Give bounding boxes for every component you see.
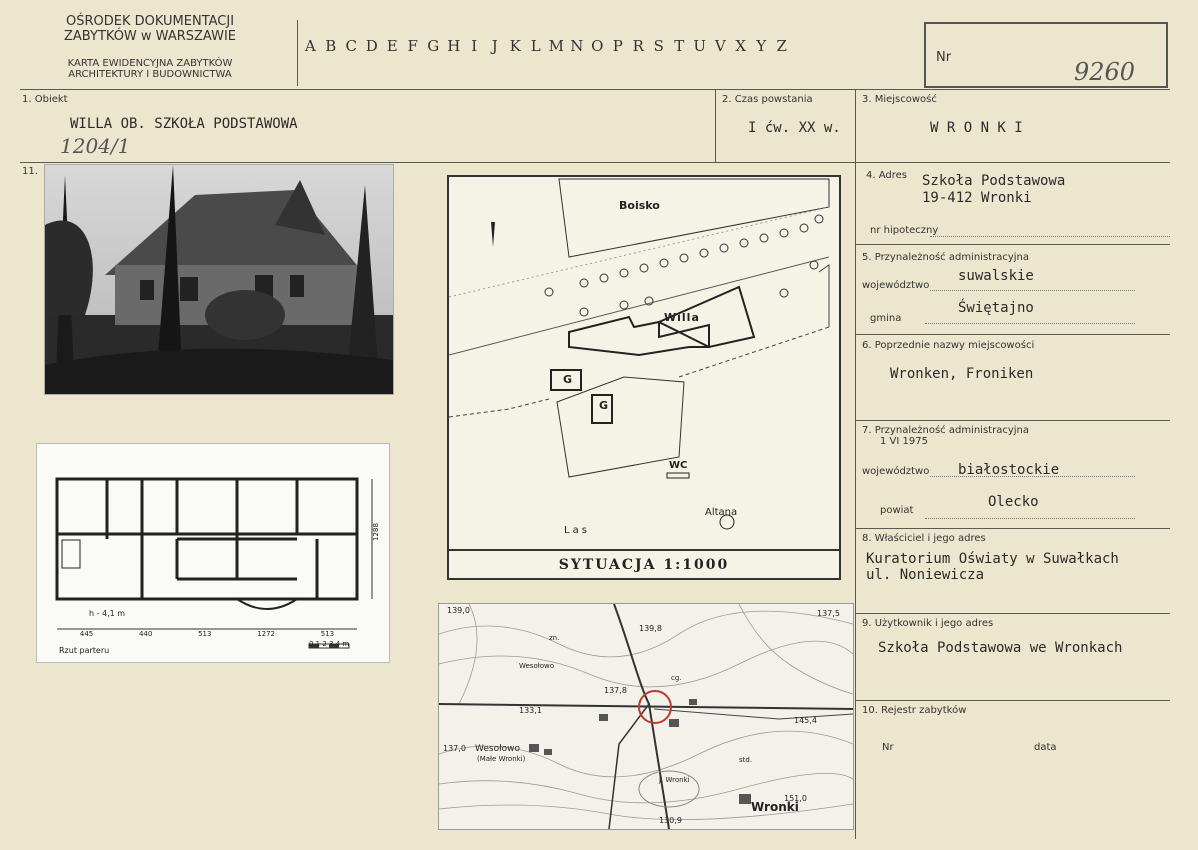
index-letter-h: H bbox=[447, 37, 461, 55]
index-letter-i: I bbox=[471, 37, 478, 55]
index-letter-j: J bbox=[491, 37, 498, 55]
index-letter-z: Z bbox=[776, 37, 787, 55]
index-letter-s: S bbox=[653, 37, 664, 55]
index-letter-p: P bbox=[612, 37, 623, 55]
gmina-value: Świętajno bbox=[958, 300, 1034, 316]
site-plan-garage-2: G bbox=[599, 399, 609, 412]
rejestr-label: 10. Rejestr zabytków bbox=[862, 705, 967, 716]
index-letter-m: M bbox=[548, 37, 564, 55]
map-label-1370: 137,0 bbox=[443, 744, 466, 753]
uzytkownik-value: Szkoła Podstawowa we Wronkach bbox=[878, 640, 1123, 656]
site-plan bbox=[447, 175, 841, 580]
przynaleznosc-1975-line2: 1 VI 1975 bbox=[880, 436, 928, 447]
index-letter-b: B bbox=[325, 37, 337, 55]
map-label-j-wronki: J. Wronki bbox=[659, 776, 690, 784]
przynaleznosc-1975-line1: 7. Przynależność administracyjna bbox=[862, 425, 1029, 436]
floor-plan-height: h - 4,1 m bbox=[89, 609, 126, 618]
topographic-map bbox=[438, 603, 854, 830]
map-label-1454: 145,4 bbox=[794, 716, 817, 725]
floor-plan-scale: 0 1 2 3 4 m bbox=[309, 640, 350, 648]
map-label-male-wronki: (Małe Wronki) bbox=[477, 755, 526, 763]
index-letter-x: X bbox=[735, 37, 747, 55]
map-label-1309: 130,9 bbox=[659, 816, 682, 825]
index-letter-k: K bbox=[509, 37, 521, 55]
map-label-1331: 133,1 bbox=[519, 706, 542, 715]
site-plan-willa: Willa bbox=[664, 311, 700, 324]
map-label-1390: 139,0 bbox=[447, 606, 470, 615]
nr-value: 9260 bbox=[1074, 58, 1136, 86]
uzytkownik-label: 9. Użytkownik i jego adres bbox=[862, 618, 994, 629]
czas-powstania-value: I ćw. XX w. bbox=[748, 120, 841, 136]
wojewodztwo-label: województwo bbox=[862, 280, 930, 291]
wlasciciel-line1: Kuratorium Oświaty w Suwałkach bbox=[866, 551, 1119, 567]
map-label-zn: zn. bbox=[549, 634, 560, 642]
card-title-line2: ARCHITEKTURY I BUDOWNICTWA bbox=[68, 69, 232, 80]
card-title-line1: KARTA EWIDENCYJNA ZABYTKÓW bbox=[67, 58, 233, 69]
nr-box bbox=[924, 22, 1168, 88]
institution-line1: OŚRODEK DOKUMENTACJI bbox=[65, 14, 235, 29]
index-letter-y: Y bbox=[756, 37, 767, 55]
nr-label: Nr bbox=[936, 50, 952, 65]
index-letter-d: D bbox=[365, 37, 378, 55]
wojewodztwo-1975-label: województwo bbox=[862, 466, 930, 477]
index-letter-l: L bbox=[530, 37, 541, 55]
wojewodztwo-1975-value: białostockie bbox=[958, 462, 1060, 478]
obiekt-value: WILLA OB. SZKOŁA PODSTAWOWA bbox=[70, 116, 298, 132]
map-label-1378: 137,8 bbox=[604, 686, 627, 695]
wlasciciel-label: 8. Właściciel i jego adres bbox=[862, 533, 986, 544]
site-plan-altana: Altana bbox=[705, 507, 738, 518]
floor-plan-dim: 440 bbox=[138, 630, 153, 638]
rejestr-nr-label: Nr bbox=[882, 742, 894, 753]
site-plan-wc: WC bbox=[669, 460, 688, 471]
map-label-wesolowo: Wesołowo bbox=[475, 744, 521, 754]
obiekt-label: 1. Obiekt bbox=[22, 94, 68, 105]
czas-powstania-label: 2. Czas powstania bbox=[722, 94, 813, 105]
index-letter-g: G bbox=[427, 37, 440, 55]
index-letter-u: U bbox=[693, 37, 707, 55]
index-letter-v: V bbox=[714, 37, 726, 55]
przynaleznosc-1975-label bbox=[862, 425, 1029, 447]
index-letter-f: F bbox=[407, 37, 418, 55]
floor-plan bbox=[36, 443, 390, 663]
poprzednie-nazwy-value: Wronken, Froniken bbox=[890, 366, 1034, 382]
map-label-1375: 137,5 bbox=[817, 609, 840, 618]
floor-plan-dim: 513 bbox=[320, 630, 335, 638]
index-letter-n: N bbox=[570, 37, 584, 55]
index-letter-t: T bbox=[674, 37, 685, 55]
przynaleznosc-label: 5. Przynależność administracyjna bbox=[862, 252, 1029, 263]
map-label-wesolowo-2: Wesołowo bbox=[519, 662, 555, 670]
floor-plan-dim: 1272 bbox=[257, 630, 276, 638]
index-letter-e: E bbox=[386, 37, 398, 55]
map-label-1510: 151,0 bbox=[784, 794, 807, 803]
card-title bbox=[20, 58, 280, 80]
wlasciciel-line2: ul. Noniewicza bbox=[866, 567, 985, 583]
site-plan-caption: SYTUACJA 1:1000 bbox=[558, 557, 730, 573]
wojewodztwo-value: suwalskie bbox=[958, 268, 1034, 284]
floor-plan-dim: 445 bbox=[79, 630, 94, 638]
nr-hipoteczny-label: nr hipoteczny bbox=[870, 225, 939, 236]
miejscowosc-label: 3. Miejscowość bbox=[862, 94, 937, 105]
institution-line2: ZABYTKÓW w WARSZAWIE bbox=[64, 29, 236, 44]
poprzednie-nazwy-label: 6. Poprzednie nazwy miejscowości bbox=[862, 340, 1035, 351]
map-label-1398: 139,8 bbox=[639, 624, 662, 633]
gmina-label: gmina bbox=[870, 313, 902, 324]
site-plan-boisko: Boisko bbox=[619, 199, 660, 212]
index-letter-c: C bbox=[345, 37, 357, 55]
floor-plan-dims bbox=[57, 630, 357, 638]
map-label-wronki: Wronki bbox=[751, 800, 799, 814]
miejscowosc-value: W R O N K I bbox=[930, 120, 1023, 136]
powiat-value: Olecko bbox=[988, 494, 1039, 510]
section-11-label: 11. bbox=[22, 166, 38, 177]
floor-plan-dim: 513 bbox=[198, 630, 212, 638]
site-plan-garage-1: G bbox=[563, 373, 573, 386]
adres-label: 4. Adres bbox=[866, 170, 907, 181]
index-letter-r: R bbox=[632, 37, 644, 55]
index-letter-a: A bbox=[304, 37, 316, 55]
institution-name bbox=[20, 14, 280, 44]
adres-line2: 19-412 Wronki bbox=[922, 190, 1032, 206]
floor-plan-side-dim: 1288 bbox=[371, 523, 380, 541]
index-letter-o: O bbox=[591, 37, 604, 55]
alphabet-index bbox=[300, 37, 792, 55]
rejestr-data-label: data bbox=[1034, 742, 1057, 753]
map-label-cg: cg. bbox=[671, 674, 682, 682]
floor-plan-caption: Rzut parteru bbox=[59, 646, 110, 655]
obiekt-handwritten-number: 1204/1 bbox=[60, 134, 131, 158]
villa-photograph bbox=[44, 164, 394, 395]
site-plan-las: Las bbox=[564, 525, 590, 536]
powiat-label: powiat bbox=[880, 505, 914, 516]
adres-line1: Szkoła Podstawowa bbox=[922, 173, 1066, 189]
map-label-std: std. bbox=[739, 756, 753, 764]
